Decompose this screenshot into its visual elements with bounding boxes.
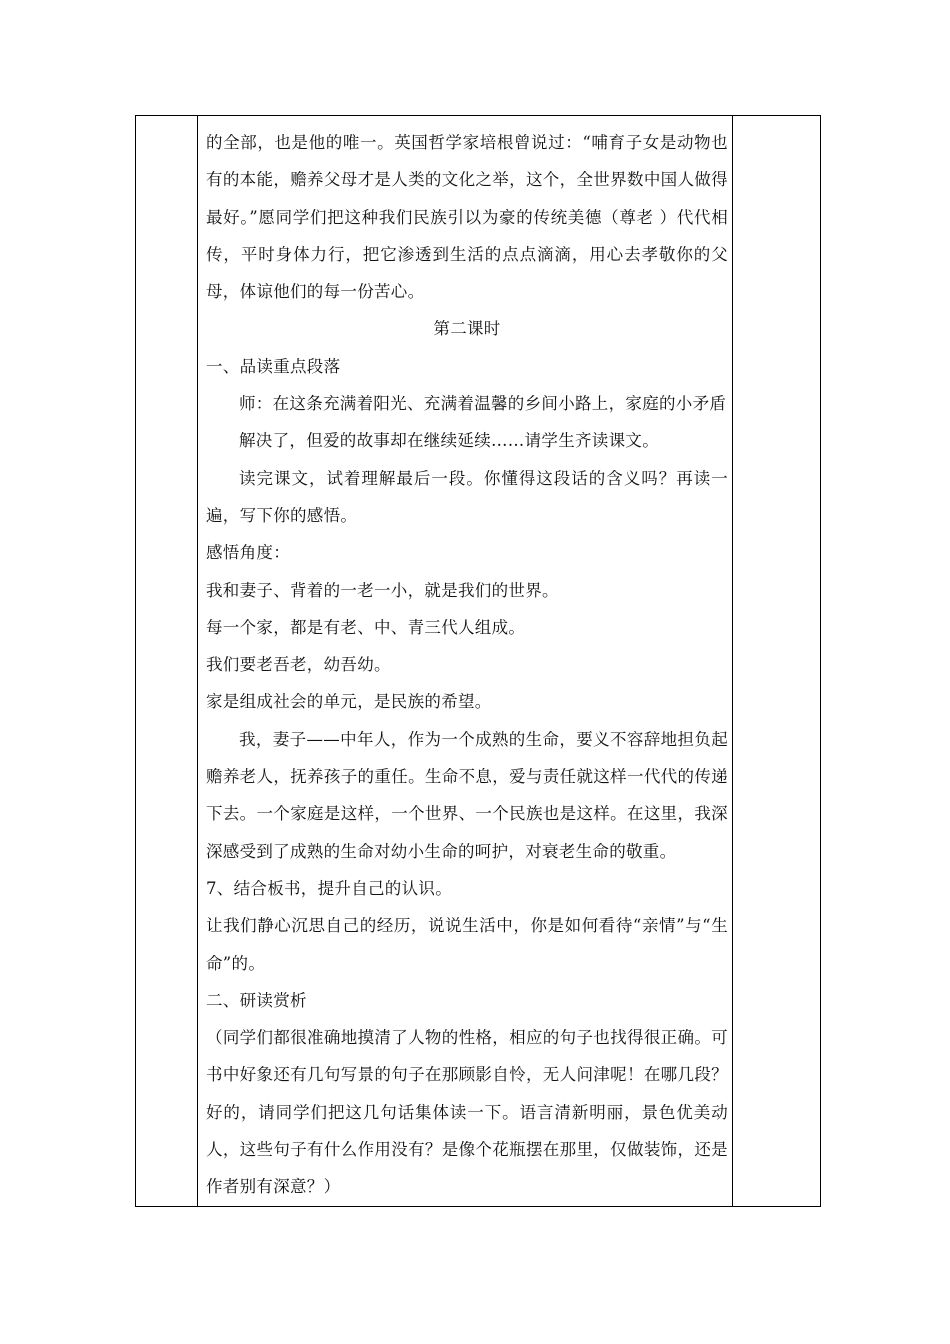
- step7-prompt: 让我们静心沉思自己的经历，说说生活中，你是如何看待“亲情”与“生命”的。: [206, 916, 728, 973]
- section2-paragraph: （同学们都很准确地摸清了人物的性格，相应的句子也找得很正确。可书中好象还有几句写景的句子在那顾影自怜，无人问津呢！在哪几段？好的，请同学们把这几句话集体读一下。语言清新明丽，景色优美动人，这些句子有什么作用没有？是像个花瓶摆在那里，仅做装饰，还是作者别有深意？）: [206, 1028, 728, 1197]
- perspective-item: 我们要老吾老，幼吾幼。: [206, 655, 391, 675]
- perspective-item: 家是组成社会的单元，是民族的希望。: [206, 692, 492, 712]
- teacher-line-2: 解决了，但爱的故事却在继续延续……请学生齐读课文。: [239, 431, 659, 451]
- lesson-content: [198, 116, 732, 1206]
- left-margin-cell: [136, 116, 198, 1207]
- perspectives-heading: 感悟角度：: [206, 543, 290, 563]
- content-cell: [198, 116, 733, 1207]
- perspective-item: 每一个家，都是有老、中、青三代人组成。: [206, 617, 526, 637]
- table-row: [136, 116, 821, 1207]
- lesson-title: 第二课时: [433, 319, 501, 339]
- section1-heading: 一、品读重点段落: [206, 356, 341, 376]
- step7: 7、结合板书，提升自己的认识。: [206, 878, 452, 898]
- reflection-paragraph: 我，妻子——中年人，作为一个成熟的生命，要义不容辞地担负起赡养老人，抚养孩子的重任。生命不息，爱与责任就这样一代代的传递下去。一个家庭是这样，一个世界、一个民族也是这样。在这里，我深深感受到了成熟的生命对幼小生命的呵护，对衰老生命的敬重。: [206, 729, 728, 861]
- right-notes-cell: [733, 116, 821, 1207]
- intro-paragraph: 的全部，也是他的唯一。英国哲学家培根曾说过：“哺育子女是动物也有的本能，赡养父母才是人类的文化之举，这个，全世界数中国人做得最好。”愿同学们把这种我们民族引以为豪的传统美德（尊老 ）代代相传，平时身体力行，把它渗透到生活的点点滴滴，用心去孝敬你的父母，体谅他们的每一份苦心。: [206, 133, 728, 302]
- perspective-item: 我和妻子、背着的一老一小，就是我们的世界。: [206, 580, 559, 600]
- teacher-line-1: 师：在这条充满着阳光、充满着温馨的乡间小路上，家庭的小矛盾: [239, 394, 727, 414]
- section2-heading: 二、研读赏析: [206, 990, 307, 1010]
- lesson-plan-table: [135, 115, 821, 1207]
- read-prompt: 读完课文，试着理解最后一段。你懂得这段话的含义吗？再读一遍，写下你的感悟。: [206, 468, 728, 525]
